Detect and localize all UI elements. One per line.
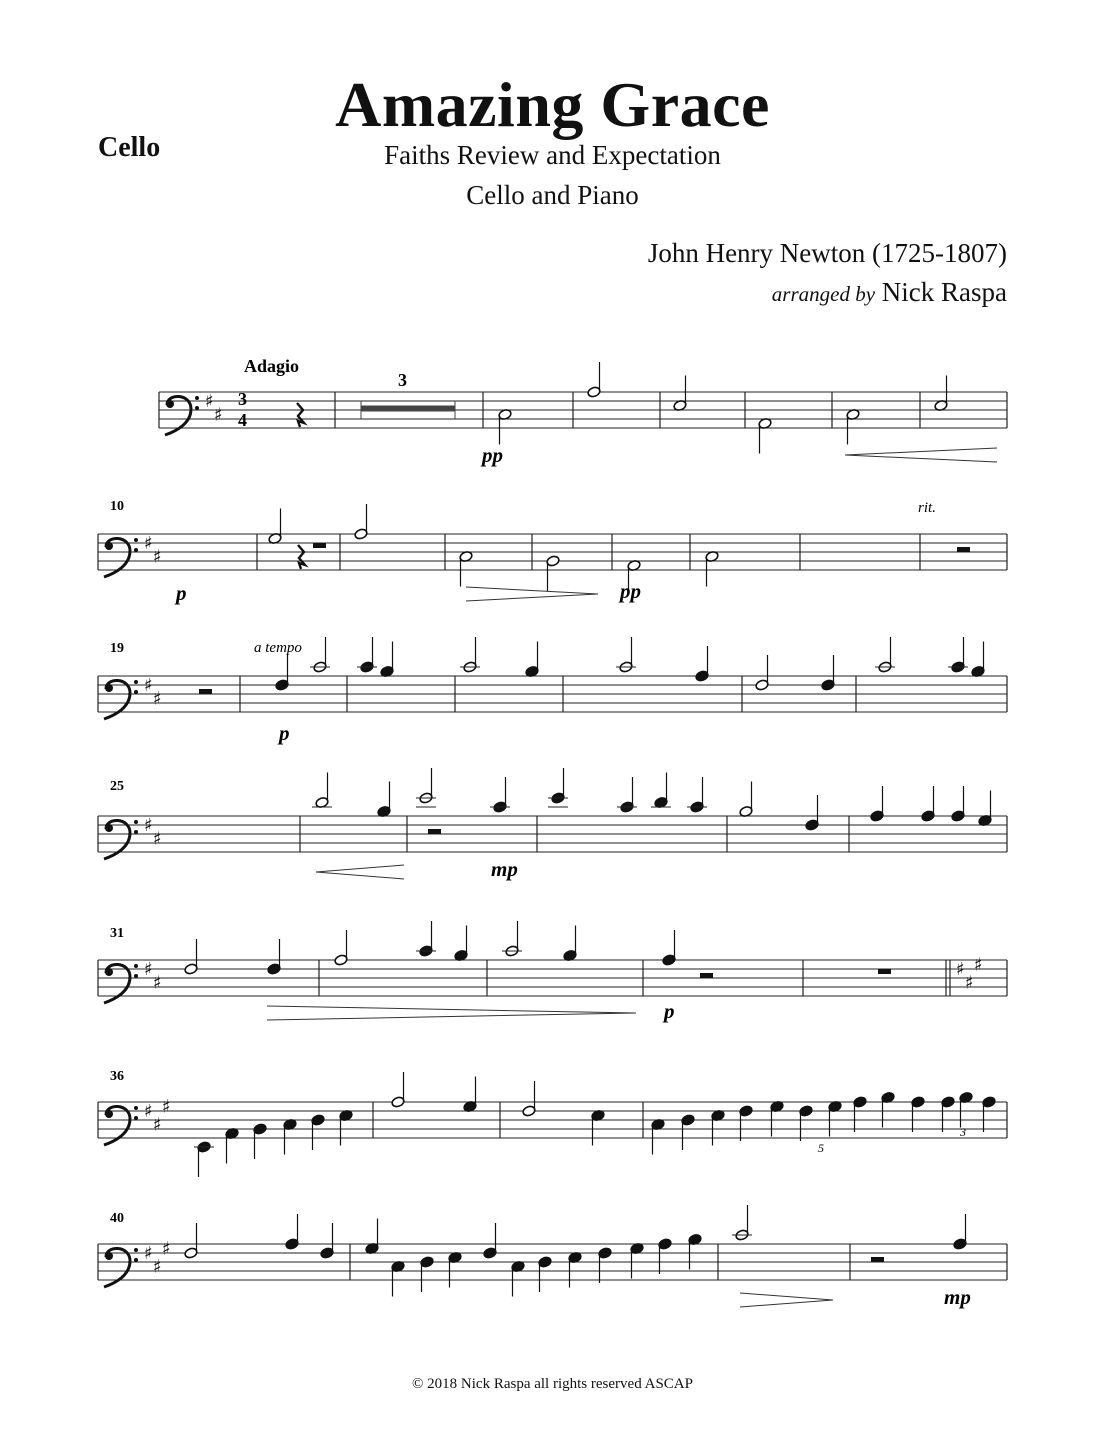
crescendo-hairpin — [845, 455, 997, 462]
rit-marking: rit. — [918, 500, 936, 516]
notes — [184, 362, 996, 1297]
sharp-accidental: ♯ — [153, 546, 162, 568]
sharp-accidental: ♯ — [144, 675, 153, 696]
copyright-notice: © 2018 Nick Raspa all rights reserved ASCAP — [412, 1376, 693, 1392]
sharp-accidental: ♯ — [965, 972, 974, 994]
arranged-by-label: arranged by — [771, 282, 876, 306]
subtitle-tune-name: Faiths Review and Expectation — [384, 140, 721, 170]
half-rest — [428, 829, 441, 834]
bass-clef-dot — [105, 542, 113, 550]
bass-clef-dot — [134, 974, 138, 978]
subtitle-instrumentation: Cello and Piano — [466, 180, 639, 210]
bass-clef-dot — [134, 964, 138, 968]
time-signature-top: 3 — [238, 389, 247, 409]
dynamic-p-1: p — [176, 581, 187, 605]
dynamic-pp-1: pp — [482, 443, 503, 467]
sharp-accidental: ♯ — [974, 954, 983, 976]
dynamic-pp-2: pp — [620, 579, 641, 603]
half-rest — [957, 547, 970, 552]
sharp-accidental: ♯ — [153, 1114, 162, 1136]
sharp-accidental: ♯ — [214, 404, 223, 426]
clefs — [104, 396, 199, 1287]
bass-clef-dot — [105, 824, 113, 832]
decrescendo-hairpin — [267, 1006, 636, 1013]
decrescendo-hairpin — [740, 1300, 833, 1307]
barlines — [98, 392, 1007, 1280]
sharp-accidental: ♯ — [162, 1238, 171, 1260]
multi-measure-rest — [361, 406, 455, 412]
dynamic-p-2: p — [279, 721, 290, 745]
bass-clef-dot — [134, 680, 138, 684]
half-rest — [700, 973, 713, 978]
score-text — [110, 356, 971, 1309]
tuplet-5: 5 — [818, 1141, 824, 1155]
sharp-accidental: ♯ — [956, 959, 965, 980]
sharp-accidental: ♯ — [144, 815, 153, 836]
decrescendo-hairpin — [466, 594, 598, 601]
time-signature-bottom: 4 — [238, 410, 247, 430]
bass-clef-dot — [134, 1248, 138, 1252]
whole-rest — [313, 543, 326, 548]
quarter-rest — [298, 545, 305, 569]
sharp-accidental: ♯ — [153, 972, 162, 994]
crescendo-hairpin — [845, 448, 997, 455]
composer: John Henry Newton (1725-1807) — [647, 238, 1007, 268]
dynamic-mp-2: mp — [944, 1285, 971, 1309]
tempo-marking: Adagio — [244, 356, 300, 376]
whole-rest — [878, 969, 891, 974]
bass-clef-dot — [105, 1110, 113, 1118]
crescendo-hairpin — [316, 872, 404, 879]
decrescendo-hairpin — [740, 1293, 833, 1300]
sharp-accidental: ♯ — [144, 533, 153, 554]
quarter-rest — [297, 403, 304, 427]
measure-number-36: 36 — [110, 1069, 124, 1084]
measure-number-19: 19 — [110, 641, 124, 656]
sharp-accidental: ♯ — [153, 688, 162, 710]
crescendo-hairpin — [316, 865, 404, 872]
bass-clef-dot — [134, 830, 138, 834]
hairpins — [267, 448, 997, 1307]
bass-clef-dot — [195, 396, 199, 400]
bass-clef-dot — [166, 400, 174, 408]
bass-clef-dot — [105, 968, 113, 976]
bass-clef-dot — [195, 406, 199, 410]
bass-clef-dot — [105, 1252, 113, 1260]
bass-clef-dot — [134, 1116, 138, 1120]
sharp-accidental: ♯ — [153, 1256, 162, 1278]
bass-clef-dot — [105, 684, 113, 692]
sharp-accidental: ♯ — [162, 1096, 171, 1118]
bass-clef-dot — [134, 820, 138, 824]
measure-number-25: 25 — [110, 779, 124, 794]
measure-number-40: 40 — [110, 1211, 124, 1226]
decrescendo-hairpin — [267, 1013, 636, 1020]
staves — [98, 392, 1007, 1280]
sharp-accidental: ♯ — [205, 391, 214, 412]
instrument-label: Cello — [98, 132, 161, 163]
measure-number-31: 31 — [110, 926, 124, 941]
tuplet-3: 3 — [960, 1125, 966, 1139]
decrescendo-hairpin — [466, 587, 598, 594]
measure-number-10: 10 — [110, 499, 124, 514]
half-rest — [871, 1257, 884, 1262]
half-rest — [199, 689, 212, 694]
bass-clef-dot — [134, 1106, 138, 1110]
bass-clef-dot — [134, 690, 138, 694]
dynamic-mp-1: mp — [491, 857, 518, 881]
sharp-accidental: ♯ — [144, 959, 153, 980]
sharp-accidental: ♯ — [153, 828, 162, 850]
dynamic-p-3: p — [664, 999, 675, 1023]
bass-clef-dot — [134, 548, 138, 552]
a-tempo-marking: a tempo — [254, 640, 302, 656]
bass-clef-dot — [134, 1258, 138, 1262]
title: Amazing Grace — [335, 69, 770, 140]
arranger-name: Nick Raspa — [881, 277, 1007, 307]
bass-clef-dot — [134, 538, 138, 542]
sharp-accidental: ♯ — [144, 1101, 153, 1122]
sharp-accidental: ♯ — [144, 1243, 153, 1264]
multirest-count: 3 — [398, 370, 407, 390]
